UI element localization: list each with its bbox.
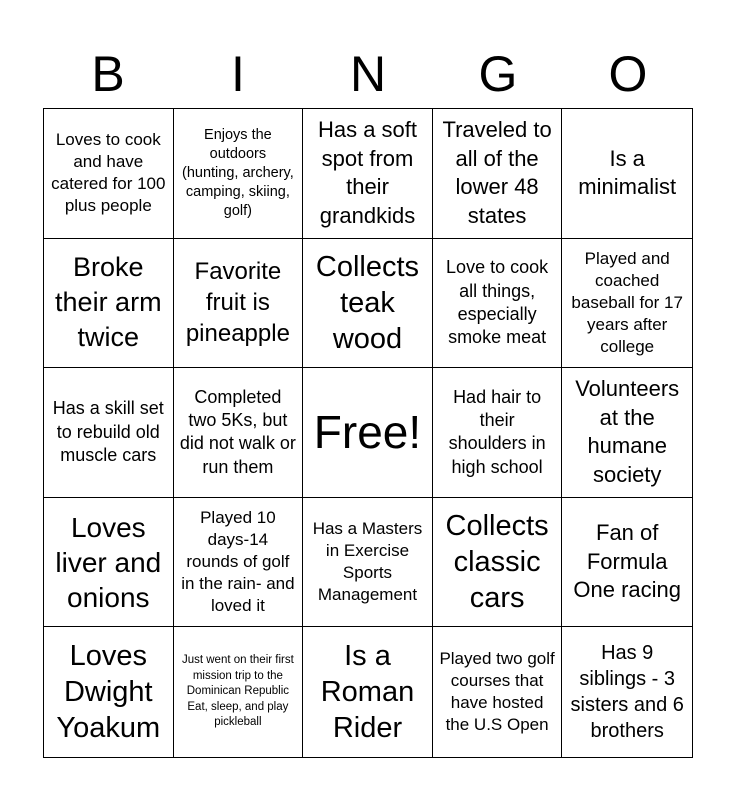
cell-text: Fan of Formula One racing	[573, 520, 681, 603]
cell-text: Played and coached baseball for 17 years after college	[571, 248, 683, 357]
bingo-cell[interactable]	[303, 498, 433, 628]
cell-text: Completed two 5Ks, but did not walk or run them	[179, 386, 296, 477]
bingo-header	[43, 40, 693, 108]
cell-text: Loves to cook and have catered for 100 plus people	[51, 130, 166, 216]
bingo-cell[interactable]	[433, 239, 563, 369]
bingo-cell[interactable]	[174, 109, 304, 239]
cell-text: Loves liver and onions	[55, 511, 162, 613]
bingo-cell[interactable]	[174, 239, 304, 369]
cell-text: Enjoys the outdoors (hunting, archery, camping, skiing, golf)	[182, 127, 294, 219]
cell-text: Played two golf courses that have hosted the U.S Open	[439, 649, 555, 735]
bingo-cell[interactable]	[562, 498, 692, 628]
cell-text: Collects teak wood	[315, 250, 420, 356]
bingo-cell[interactable]	[44, 239, 174, 369]
cell-text: Volunteers at the humane society	[575, 376, 680, 488]
bingo-cell[interactable]	[174, 368, 304, 498]
bingo-cell[interactable]	[303, 109, 433, 239]
bingo-board	[43, 108, 693, 758]
header-letter-n: N	[349, 46, 387, 102]
header-letter-i: I	[231, 46, 245, 102]
cell-text: Has a skill set to rebuild old muscle cars	[52, 398, 164, 466]
cell-text: Played 10 days-14 rounds of golf in the rain- and loved it	[181, 507, 295, 616]
bingo-cell[interactable]	[562, 627, 692, 757]
bingo-cell[interactable]	[44, 109, 174, 239]
bingo-cell[interactable]	[433, 498, 563, 628]
bingo-cell[interactable]	[303, 239, 433, 369]
cell-text: Had hair to their shoulders in high school	[448, 386, 546, 477]
cell-text: Broke their arm twice	[55, 252, 162, 353]
bingo-cell[interactable]	[174, 498, 304, 628]
cell-text: Is a Roman Rider	[320, 639, 415, 745]
bingo-cell[interactable]	[562, 109, 692, 239]
header-letter-b: B	[91, 46, 125, 102]
cell-text: Has 9 siblings - 3 sisters and 6 brothers	[570, 642, 684, 743]
bingo-cell[interactable]	[44, 368, 174, 498]
bingo-cell[interactable]	[174, 627, 304, 757]
cell-text: Has a soft spot from their grandkids	[317, 117, 418, 228]
cell-text: Has a Masters in Exercise Sports Management	[312, 518, 423, 605]
header-letter-g: G	[478, 46, 518, 102]
cell-text: Just went on their first mission trip to the Dominican Republic Eat, sleep, and play pickleball	[181, 654, 294, 729]
bingo-cell[interactable]	[562, 239, 692, 369]
bingo-cell[interactable]	[433, 627, 563, 757]
bingo-cell[interactable]	[433, 368, 563, 498]
cell-text: Collects classic cars	[445, 509, 549, 615]
bingo-cell[interactable]	[44, 627, 174, 757]
free-space-text: Free!	[313, 406, 422, 459]
cell-text: Traveled to all of the lower 48 states	[442, 117, 552, 228]
header-letter-o: O	[608, 46, 648, 102]
cell-text: Is a minimalist	[578, 145, 677, 200]
cell-text: Love to cook all things, especially smoke meat	[446, 257, 549, 348]
bingo-cell[interactable]	[562, 368, 692, 498]
bingo-cell[interactable]	[433, 109, 563, 239]
bingo-cell[interactable]	[303, 627, 433, 757]
bingo-cell[interactable]	[44, 498, 174, 628]
free-space[interactable]	[303, 368, 433, 498]
cell-text: Favorite fruit is pineapple	[185, 258, 290, 348]
cell-text: Loves Dwight Yoakum	[56, 639, 161, 745]
